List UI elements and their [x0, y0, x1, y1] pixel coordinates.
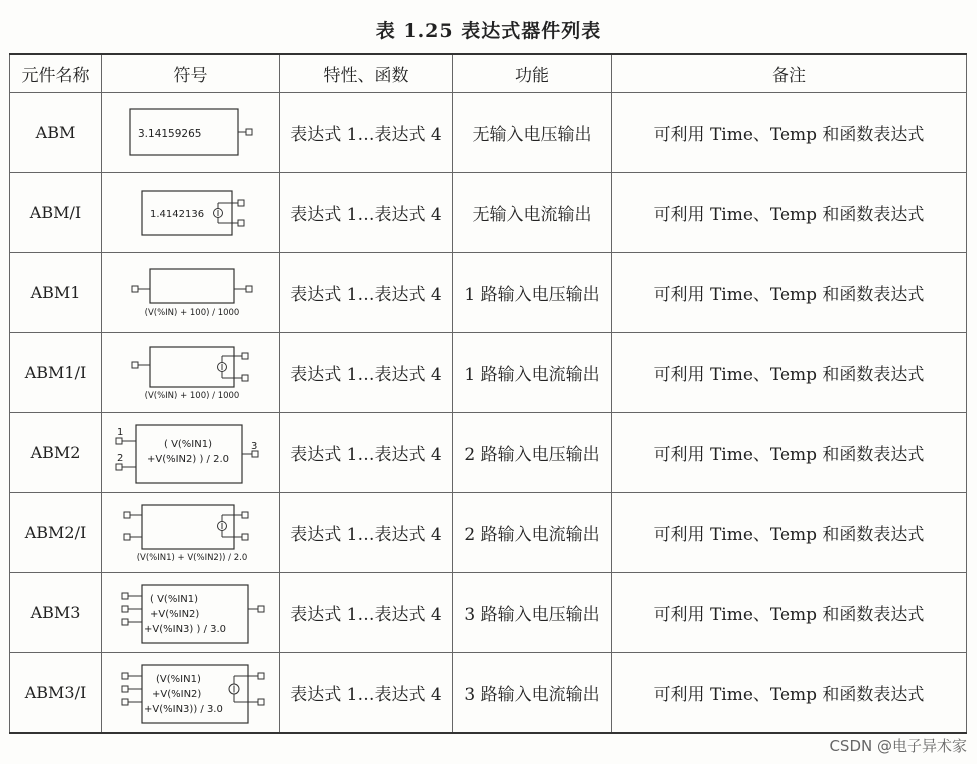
symbol-cell: [102, 413, 280, 493]
component-name: ABM1/I: [10, 333, 102, 413]
symbol-expression: (V(%IN) + 100) / 1000: [144, 307, 239, 318]
header-function: 功能: [453, 54, 612, 93]
symbol-cell: [102, 173, 280, 253]
header-row: [10, 54, 967, 93]
component-name: ABM2: [10, 413, 102, 493]
component-name: ABM3: [10, 573, 102, 653]
feature-cell: 表达式 1…表达式 4: [280, 173, 453, 253]
feature-cell: 表达式 1…表达式 4: [280, 93, 453, 173]
remark-cell: 可利用 Time、Temp 和函数表达式: [612, 333, 967, 413]
function-cell: 1 路输入电压输出: [453, 253, 612, 333]
feature-cell: 表达式 1…表达式 4: [280, 253, 453, 333]
symbol-expression: +V(%IN3) ) / 3.0: [143, 623, 226, 635]
function-cell: 3 路输入电流输出: [453, 653, 612, 734]
function-cell: 无输入电压输出: [453, 93, 612, 173]
header-name: 元件名称: [10, 54, 102, 93]
table-row: [10, 333, 967, 413]
remark-cell: 可利用 Time、Temp 和函数表达式: [612, 173, 967, 253]
symbol-expression: 1.4142136: [149, 208, 204, 220]
component-name: ABM3/I: [10, 653, 102, 734]
feature-cell: 表达式 1…表达式 4: [280, 413, 453, 493]
header-remark: 备注: [612, 54, 967, 93]
symbol-expression: +V(%IN2): [151, 688, 201, 700]
symbol-cell: [102, 493, 280, 573]
abm-i-symbol: [106, 177, 276, 249]
feature-cell: 表达式 1…表达式 4: [280, 653, 453, 734]
table-row: [10, 573, 967, 653]
table-row: [10, 493, 967, 573]
symbol-expression: +V(%IN3)) / 3.0: [143, 703, 223, 715]
remark-cell: 可利用 Time、Temp 和函数表达式: [612, 253, 967, 333]
symbol-cell: [102, 93, 280, 173]
watermark: CSDN @电子异术家: [829, 737, 967, 755]
remark-cell: 可利用 Time、Temp 和函数表达式: [612, 493, 967, 573]
abm2-i-symbol: [106, 497, 276, 569]
table-row: [10, 93, 967, 173]
abm3-i-symbol: [106, 657, 276, 729]
function-cell: 无输入电流输出: [453, 173, 612, 253]
symbol-expression: 3.14159265: [137, 127, 201, 140]
remark-cell: 可利用 Time、Temp 和函数表达式: [612, 93, 967, 173]
table-caption: 表 1.25 表达式器件列表: [375, 20, 602, 42]
symbol-expression: +V(%IN2) ) / 2.0: [146, 453, 229, 465]
function-cell: 1 路输入电流输出: [453, 333, 612, 413]
symbol-expression: (V(%IN1) + V(%IN2)) / 2.0: [136, 552, 247, 563]
table-row: [10, 413, 967, 493]
symbol-cell: [102, 253, 280, 333]
symbol-cell: [102, 653, 280, 734]
component-name: ABM/I: [10, 173, 102, 253]
feature-cell: 表达式 1…表达式 4: [280, 333, 453, 413]
remark-cell: 可利用 Time、Temp 和函数表达式: [612, 653, 967, 734]
pin-number: 3: [250, 440, 257, 452]
symbol-cell: [102, 333, 280, 413]
symbol-expression: ( V(%IN1): [149, 593, 198, 605]
expression-device-table: [9, 53, 967, 734]
abm1-i-symbol: [106, 337, 276, 409]
function-cell: 3 路输入电压输出: [453, 573, 612, 653]
remark-cell: 可利用 Time、Temp 和函数表达式: [612, 413, 967, 493]
symbol-expression: +V(%IN2): [149, 608, 199, 620]
component-name: ABM1: [10, 253, 102, 333]
feature-cell: 表达式 1…表达式 4: [280, 573, 453, 653]
table-row: [10, 253, 967, 333]
pin-number: 1: [116, 426, 123, 438]
header-feature: 特性、函数: [280, 54, 453, 93]
pin-number: 2: [116, 452, 123, 464]
table-row: [10, 173, 967, 253]
component-name: ABM: [10, 93, 102, 173]
abm1-symbol: [106, 257, 276, 329]
remark-cell: 可利用 Time、Temp 和函数表达式: [612, 573, 967, 653]
header-symbol: 符号: [102, 54, 280, 93]
function-cell: 2 路输入电压输出: [453, 413, 612, 493]
symbol-expression: ( V(%IN1): [163, 438, 212, 450]
symbol-cell: [102, 573, 280, 653]
abm3-symbol: [106, 577, 276, 649]
symbol-expression: (V(%IN) + 100) / 1000: [144, 390, 239, 401]
symbol-expression: (V(%IN1): [155, 673, 201, 685]
function-cell: 2 路输入电流输出: [453, 493, 612, 573]
abm2-symbol: [106, 417, 276, 489]
feature-cell: 表达式 1…表达式 4: [280, 493, 453, 573]
component-name: ABM2/I: [10, 493, 102, 573]
table-row: [10, 653, 967, 734]
abm-symbol: [106, 97, 276, 169]
